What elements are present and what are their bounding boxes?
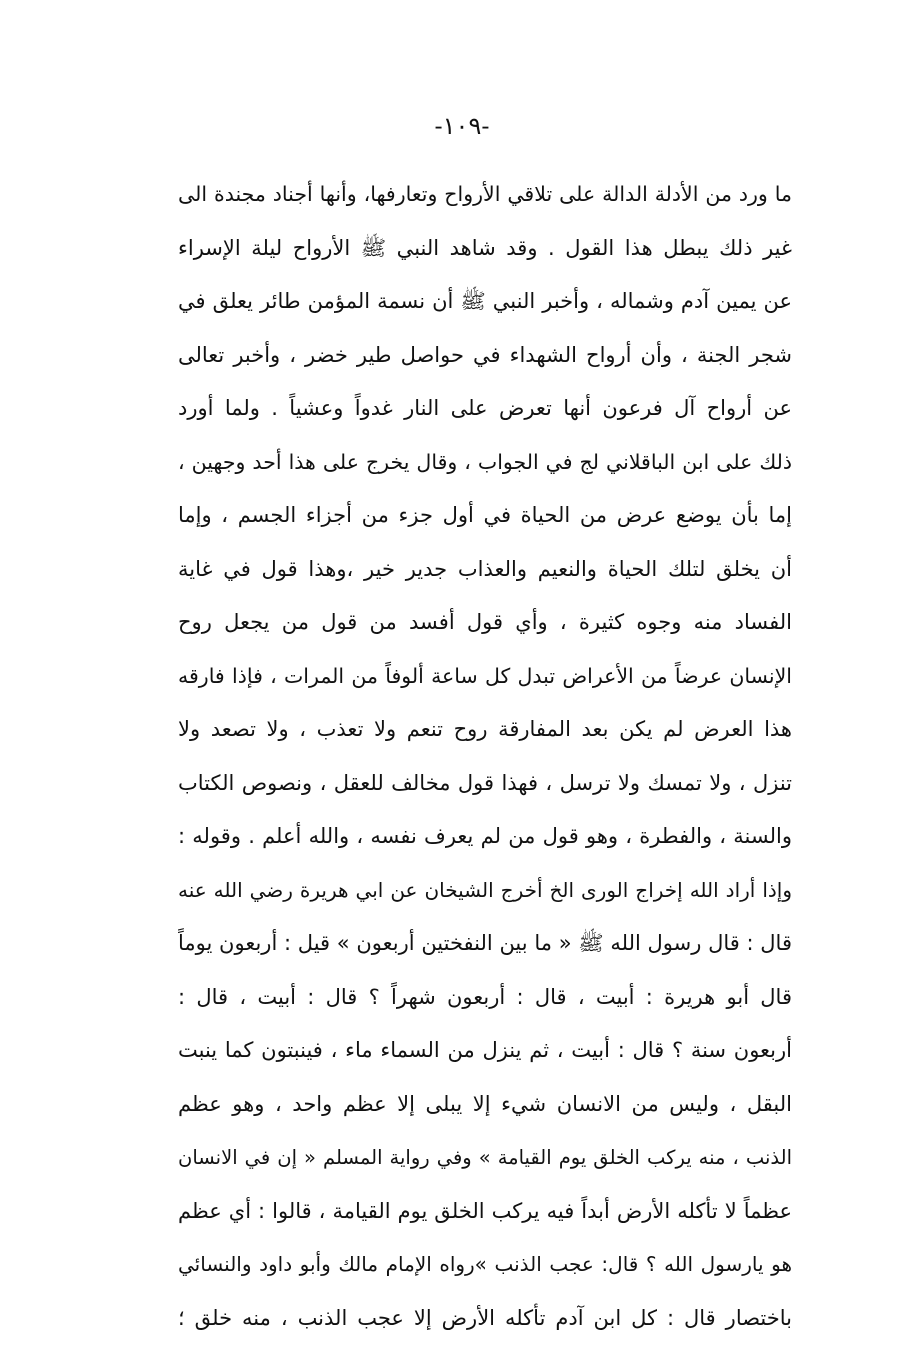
text-line: هو يارسول الله ؟ قال: عجب الذنب »رواه الإمام مالك وأبو داود والنسائي <box>178 1252 792 1276</box>
text-line: الإنسان عرضاً من الأعراض تبدل كل ساعة ألوفاً من المرات ، فإذا فارقه <box>178 663 792 688</box>
text-line: شجر الجنة ، وأن أرواح الشهداء في حواصل طير خضر ، وأخبر تعالى <box>178 342 792 367</box>
text-line: وإذا أراد الله إخراج الورى الخ أخرج الشيخان عن ابي هريرة رضي الله عنه <box>178 877 792 902</box>
text-line: أن يخلق لتلك الحياة والنعيم والعذاب جدير خير ،وهذا قول في غاية <box>178 556 792 581</box>
text-line: غير ذلك يبطل هذا القول . وقد شاهد النبي ﷺ الأرواح ليلة الإسراء <box>178 235 792 260</box>
text-line: إما بأن يوضع عرض من الحياة في أول جزء من أجزاء الجسم ، وإما <box>178 503 792 527</box>
text-line: الفساد منه وجوه كثيرة ، وأي قول أفسد من قول من يجعل روح <box>178 610 792 634</box>
text-line: باختصار قال : كل ابن آدم تأكله الأرض إلا عجب الذنب ، منه خلق ؛ <box>178 1305 792 1330</box>
text-line: هذا العرض لم يكن بعد المفارقة روح تنعم ولا تعذب ، ولا تصعد ولا <box>178 717 792 741</box>
body-text <box>178 168 792 1345</box>
text-line: عن يمين آدم وشماله ، وأخبر النبي ﷺ أن نسمة المؤمن طائر يعلق في <box>178 289 792 313</box>
text-line: ذلك على ابن الباقلاني لج في الجواب ، وقال يخرج على هذا أحد وجهين ، <box>178 449 792 474</box>
text-line: عن أرواح آل فرعون أنها تعرض على النار غدواً وعشياً . ولما أورد <box>178 396 792 420</box>
text-line: عظماً لا تأكله الأرض أبداً فيه يركب الخلق يوم القيامة ، قالوا : أي عظم <box>178 1198 792 1223</box>
text-line: قال أبو هريرة : أبيت ، قال : أربعون شهراً ؟ قال : أبيت ، قال : <box>178 984 792 1009</box>
text-line: ما ورد من الأدلة الدالة على تلاقي الأرواح وتعارفها، وأنها أجناد مجندة الى <box>178 182 792 206</box>
text-line: أربعون سنة ؟ قال : أبيت ، ثم ينزل من السماء ماء ، فينبتون كما ينبت <box>178 1038 792 1062</box>
text-line: والسنة ، والفطرة ، وهو قول من لم يعرف نفسه ، والله أعلم . وقوله : <box>178 824 792 848</box>
text-line: الذنب ، منه يركب الخلق يوم القيامة » وفي رواية المسلم « إن في الانسان <box>178 1146 792 1169</box>
page-number: -١٠٩- <box>434 112 490 140</box>
text-line: قال : قال رسول الله ﷺ « ما بين النفختين أربعون » قيل : أربعون يوماً <box>178 931 792 955</box>
text-line: البقل ، وليس من الانسان شيء إلا يبلى إلا عظم واحد ، وهو عظم <box>178 1091 792 1116</box>
text-line: تنزل ، ولا تمسك ولا ترسل ، فهذا قول مخالف للعقل ، ونصوص الكتاب <box>178 770 792 795</box>
